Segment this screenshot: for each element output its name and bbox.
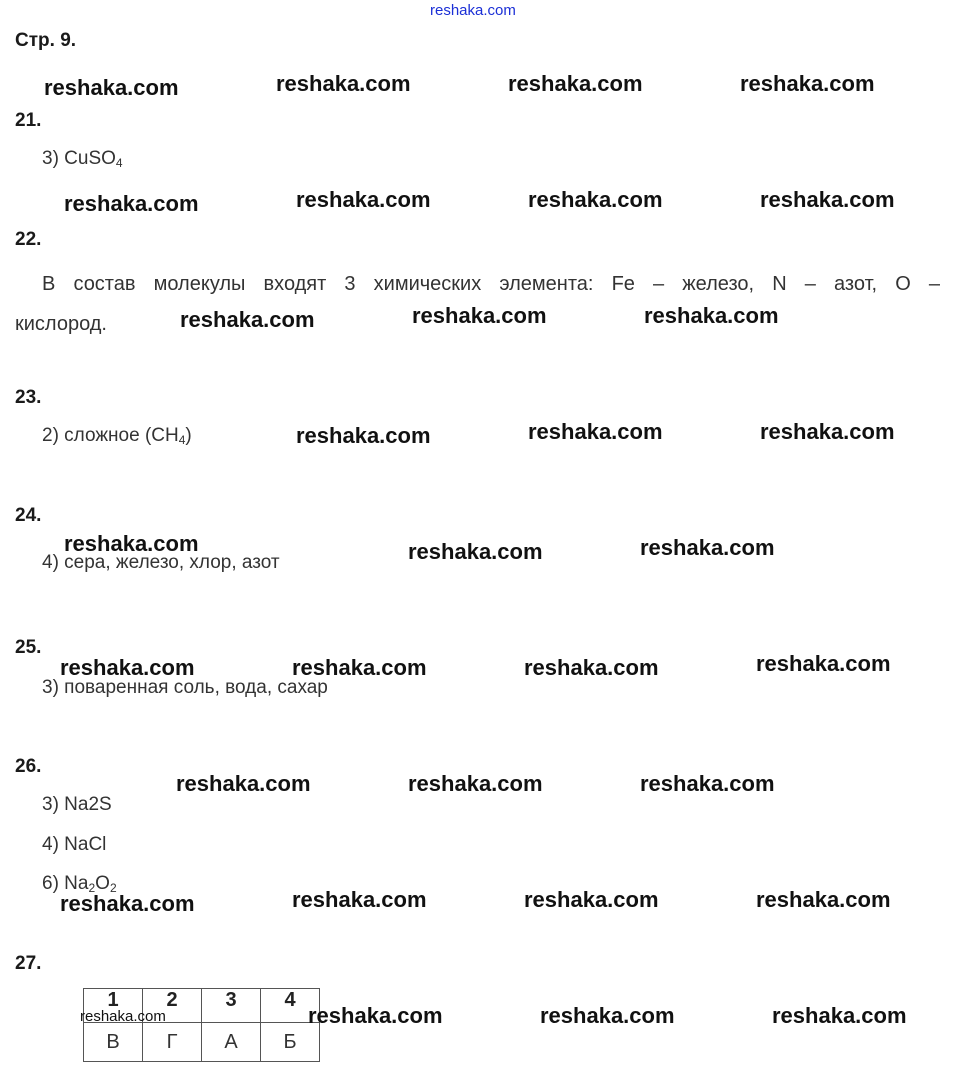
table-cell: Б [261, 1023, 320, 1062]
watermark: reshaka.com [408, 539, 543, 564]
table-header-cell: 1 [84, 989, 143, 1023]
watermark: reshaka.com [540, 1003, 675, 1028]
table-header-cell: 3 [202, 989, 261, 1023]
watermark: reshaka.com [292, 887, 427, 912]
task-26-number: 26. [15, 756, 42, 777]
task-26-answer-2: 4) NaCl [42, 834, 107, 855]
watermark: reshaka.com [756, 651, 891, 676]
watermark: reshaka.com [528, 419, 663, 444]
task-21-answer: 3) CuSO4 [42, 148, 123, 170]
watermark: reshaka.com [756, 887, 891, 912]
watermark: reshaka.com [528, 187, 663, 212]
task-24-answer: 4) сера, железо, хлор, азот [42, 552, 280, 573]
top-watermark: reshaka.com [430, 2, 516, 19]
table-cell: Г [143, 1023, 202, 1062]
watermark: reshaka.com [640, 535, 775, 560]
watermark: reshaka.com [64, 191, 199, 216]
task-21-number: 21. [15, 110, 42, 131]
task-26-answer-1: 3) Na2S [42, 794, 112, 815]
table-header-cell: 4 [261, 989, 320, 1023]
watermark: reshaka.com [760, 419, 895, 444]
watermark: reshaka.com [60, 655, 195, 680]
table-watermark: reshaka.com [80, 1008, 166, 1025]
table-cell: В [84, 1023, 143, 1062]
task-22-line-2: кислород. [15, 313, 107, 335]
watermark: reshaka.com [276, 71, 411, 96]
table-row [84, 1023, 320, 1062]
task-25-answer: 3) поваренная соль, вода, сахар [42, 677, 328, 698]
task-22-line-1: В состав молекулы входят 3 химических элемента: Fe – железо, N – азот, O – [42, 273, 940, 295]
watermark: reshaka.com [64, 531, 199, 556]
watermark: reshaka.com [524, 887, 659, 912]
task-22-number: 22. [15, 229, 42, 250]
watermark: reshaka.com [296, 187, 431, 212]
task-23-number: 23. [15, 387, 42, 408]
watermark: reshaka.com [760, 187, 895, 212]
task-23-answer: 2) сложное (CH4) [42, 425, 192, 447]
task-24-number: 24. [15, 505, 42, 526]
watermark: reshaka.com [180, 307, 315, 332]
watermark: reshaka.com [508, 71, 643, 96]
watermark: reshaka.com [292, 655, 427, 680]
watermark: reshaka.com [644, 303, 779, 328]
page-header: Стр. 9. [15, 30, 77, 51]
task-25-number: 25. [15, 637, 42, 658]
watermark: reshaka.com [412, 303, 547, 328]
watermark: reshaka.com [176, 771, 311, 796]
watermark: reshaka.com [308, 1003, 443, 1028]
watermark: reshaka.com [772, 1003, 907, 1028]
watermark: reshaka.com [296, 423, 431, 448]
task-27-answer-table [83, 988, 320, 1062]
table-cell: А [202, 1023, 261, 1062]
watermark: reshaka.com [60, 891, 195, 916]
watermark: reshaka.com [524, 655, 659, 680]
watermark: reshaka.com [740, 71, 875, 96]
task-27-number: 27. [15, 953, 42, 974]
task-26-answer-3: 6) Na2O2 [42, 873, 117, 895]
table-header-cell: 2 [143, 989, 202, 1023]
watermark: reshaka.com [640, 771, 775, 796]
watermark: reshaka.com [44, 75, 179, 100]
watermark: reshaka.com [408, 771, 543, 796]
